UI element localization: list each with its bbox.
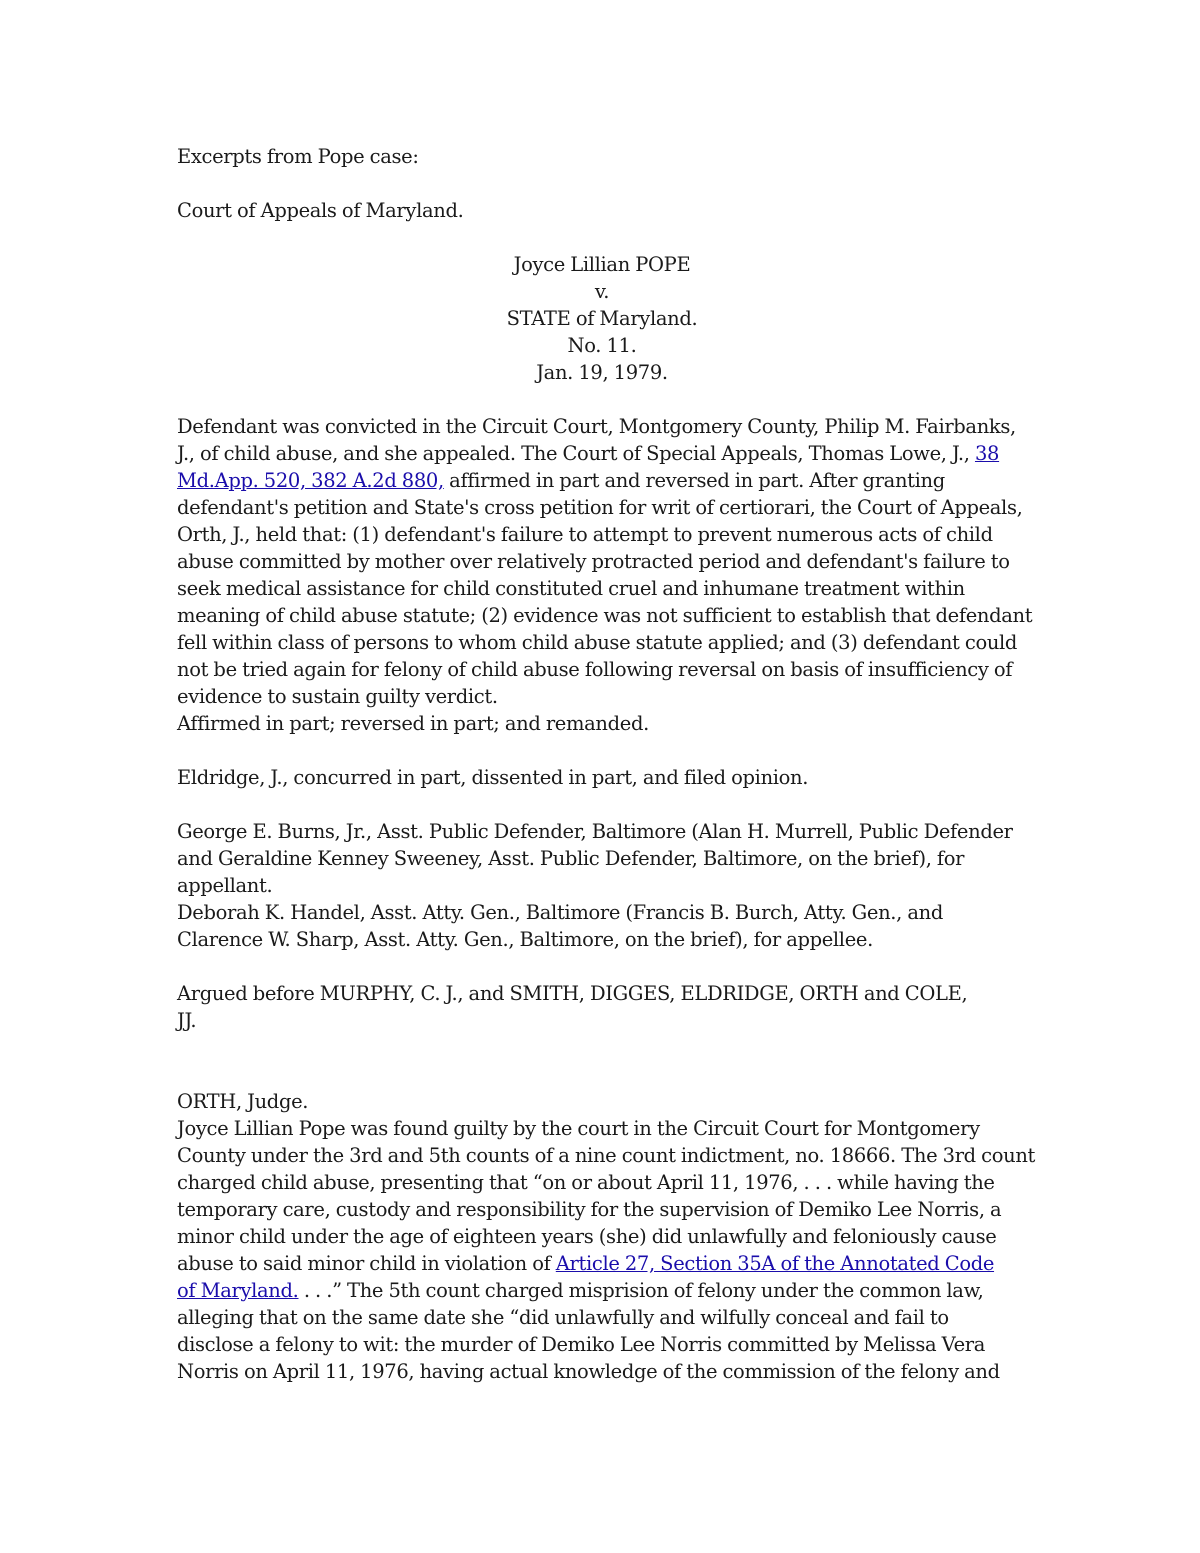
syllabus-line: Defendant was convicted in the Circuit Court, Montgomery County, Philip M. Fairbanks, — [177, 415, 1016, 438]
syllabus-line: J., of child abuse, and she appealed. The Court of Special Appeals, Thomas Lowe, J., 38 — [177, 442, 1000, 465]
opinion-line: of Maryland. . . .” The 5th count charged misprision of felony under the common law, — [177, 1279, 984, 1302]
counsel-line: Deborah K. Handel, Asst. Atty. Gen., Baltimore (Francis B. Burch, Atty. Gen., and — [177, 901, 943, 924]
opinion-line: alleging that on the same date she “did unlawfully and wilfully conceal and fail to — [177, 1306, 949, 1329]
statute-link[interactable]: of Maryland. — [177, 1279, 299, 1302]
syllabus-line: Orth, J., held that: (1) defendant's failure to attempt to prevent numerous acts of child — [177, 523, 993, 546]
caption-date: Jan. 19, 1979. — [536, 361, 668, 384]
statute-link[interactable]: Article 27, Section 35A of the Annotated Code — [555, 1252, 995, 1275]
opinion-line: Norris on April 11, 1976, having actual knowledge of the commission of the felony and — [177, 1360, 1000, 1383]
syllabus-line: evidence to sustain guilty verdict. — [177, 685, 498, 708]
counsel-line: appellant. — [177, 874, 273, 897]
citation-link[interactable]: 38 — [974, 442, 1000, 465]
counsel-line: George E. Burns, Jr., Asst. Public Defender, Baltimore (Alan H. Murrell, Public Defender — [177, 820, 1013, 843]
opinion-line: minor child under the age of eighteen years (she) did unlawfully and feloniously cause — [177, 1225, 997, 1248]
argued-before-line: JJ. — [177, 1009, 197, 1032]
opinion-line: disclose a felony to wit: the murder of Demiko Lee Norris committed by Melissa Vera — [177, 1333, 986, 1356]
case-caption — [177, 251, 1027, 386]
syllabus-line: abuse committed by mother over relatively protracted period and defendant's failure to — [177, 550, 1010, 573]
spacer — [177, 386, 1027, 413]
caption-number: No. 11. — [567, 334, 637, 357]
spacer — [177, 791, 1027, 818]
concurrence-note: Eldridge, J., concurred in part, dissented in part, and filed opinion. — [177, 766, 809, 789]
counsel-line: and Geraldine Kenney Sweeney, Asst. Public Defender, Baltimore, on the brief), for — [177, 847, 965, 870]
opinion-line: temporary care, custody and responsibility for the supervision of Demiko Lee Norris, a — [177, 1198, 1002, 1221]
opinion-author: ORTH, Judge. — [177, 1090, 309, 1113]
argued-before-line: Argued before MURPHY, C. J., and SMITH, DIGGES, ELDRIDGE, ORTH and COLE, — [177, 982, 968, 1005]
opinion-line: Joyce Lillian Pope was found guilty by the court in the Circuit Court for Montgomery — [177, 1117, 980, 1140]
opinion-line: County under the 3rd and 5th counts of a nine count indictment, no. 18666. The 3rd count — [177, 1144, 1036, 1167]
opinion — [177, 1088, 1036, 1385]
caption-appellee: STATE of Maryland. — [506, 307, 698, 330]
spacer — [177, 953, 1027, 980]
syllabus-line: Md.App. 520, 382 A.2d 880, affirmed in part and reversed in part. After granting — [177, 469, 945, 492]
spacer — [177, 1034, 1027, 1061]
counsel — [177, 818, 1027, 953]
spacer — [177, 737, 1027, 764]
opinion-line: charged child abuse, presenting that “on or about April 11, 1976, . . . while having the — [177, 1171, 995, 1194]
citation-link[interactable]: Md.App. 520, 382 A.2d 880, — [177, 469, 444, 492]
excerpts-heading: Excerpts from Pope case: — [177, 145, 419, 168]
spacer — [177, 1061, 1027, 1088]
spacer — [177, 170, 1027, 197]
caption-versus: v. — [594, 280, 610, 303]
caption-appellant: Joyce Lillian POPE — [513, 253, 691, 276]
document-page — [177, 143, 1036, 1385]
syllabus-disposition: Affirmed in part; reversed in part; and remanded. — [177, 712, 649, 735]
syllabus-line: fell within class of persons to whom child abuse statute applied; and (3) defendant could — [177, 631, 1018, 654]
court-name: Court of Appeals of Maryland. — [177, 199, 464, 222]
syllabus — [177, 413, 1033, 737]
syllabus-line: meaning of child abuse statute; (2) evidence was not sufficient to establish that defendant — [177, 604, 1033, 627]
spacer — [177, 224, 1027, 251]
syllabus-line: defendant's petition and State's cross petition for writ of certiorari, the Court of Appeals, — [177, 496, 1023, 519]
syllabus-line: not be tried again for felony of child abuse following reversal on basis of insufficiency of — [177, 658, 1013, 681]
opinion-line: abuse to said minor child in violation of Article 27, Section 35A of the Annotated Code — [177, 1252, 995, 1275]
syllabus-line: seek medical assistance for child constituted cruel and inhumane treatment within — [177, 577, 965, 600]
counsel-line: Clarence W. Sharp, Asst. Atty. Gen., Baltimore, on the brief), for appellee. — [177, 928, 873, 951]
